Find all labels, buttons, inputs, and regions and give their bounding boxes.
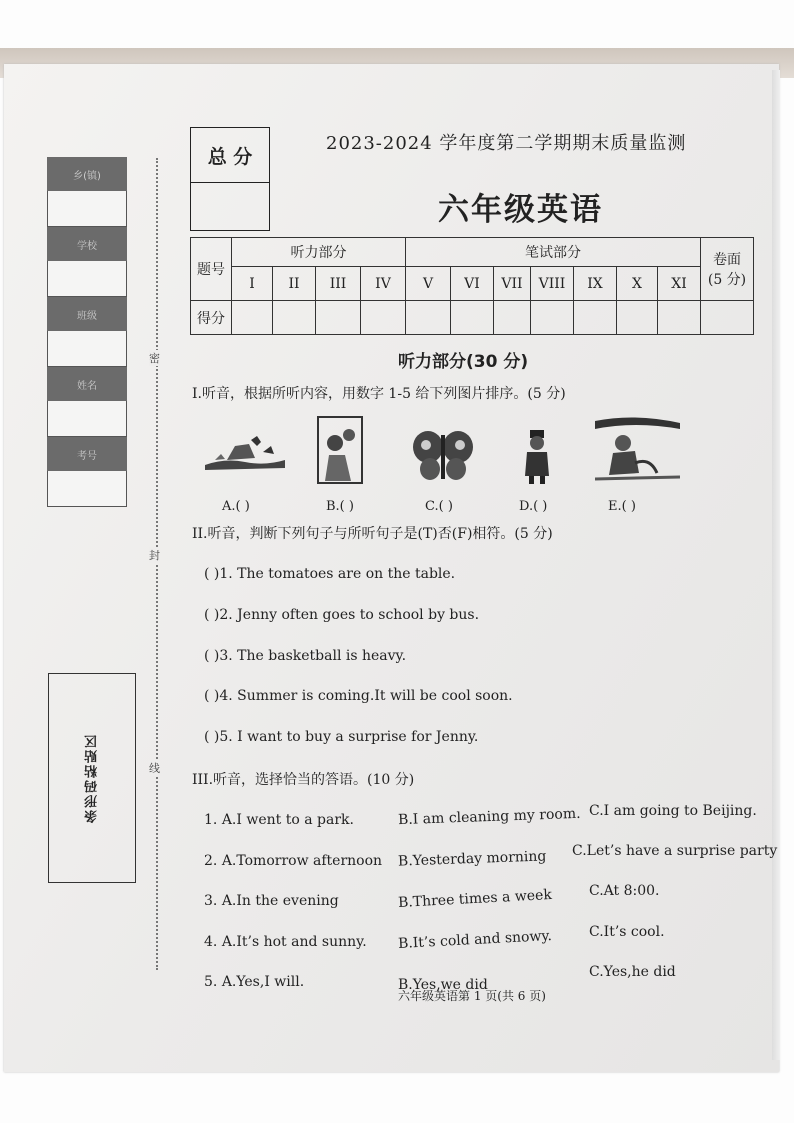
field-town-input[interactable] [47, 191, 127, 227]
choice-4-b: B.It’s cold and snowy. [397, 927, 553, 953]
score-cell[interactable] [574, 301, 617, 335]
score-cell[interactable] [316, 301, 361, 335]
column-header: X [617, 267, 658, 301]
score-cell[interactable] [361, 301, 406, 335]
field-label-text: 学校 [77, 240, 97, 252]
barcode-area [48, 673, 136, 883]
score-cell[interactable] [232, 301, 273, 335]
picture-b-mirror [315, 415, 365, 487]
score-cell[interactable] [406, 301, 451, 335]
listening-heading: 听力部分(30 分) [398, 352, 529, 372]
field-examno-label [47, 437, 127, 471]
column-header: III [316, 267, 361, 301]
picture-b-label: B.( ) [326, 499, 354, 514]
seal-char-feng: 封 [149, 549, 160, 562]
choice-3-a [204, 893, 339, 909]
sheet-edge [772, 70, 780, 1060]
seal-char-mi: 密 [149, 352, 160, 365]
picture-a-label: A.( ) [222, 499, 250, 514]
picture-d-label: D.( ) [519, 499, 548, 514]
exam-title: 2023-2024 学年度第二学期期末质量监测 [326, 133, 687, 154]
choice-5-b: B.Yes,we did [398, 977, 488, 993]
field-name-label [47, 367, 127, 401]
subject-title: 六年级英语 [438, 192, 603, 228]
score-cell[interactable] [494, 301, 531, 335]
column-header: XI [658, 267, 701, 301]
score-cell[interactable] [701, 301, 754, 335]
field-label-text: 考号 [77, 450, 97, 462]
field-class-input[interactable] [47, 331, 127, 367]
column-header: V [406, 267, 451, 301]
field-examno-input[interactable] [47, 471, 127, 507]
listening-group-header: 听力部分 [232, 238, 406, 267]
column-header: VII [494, 267, 531, 301]
choice-1-a [204, 812, 354, 828]
choice-option-a: A.In the evening [221, 893, 339, 909]
field-label-text: 班级 [77, 310, 97, 322]
field-school-input[interactable] [47, 261, 127, 297]
field-school-label [47, 227, 127, 261]
seal-char-xian: 线 [149, 762, 160, 775]
choice-number: 1. [204, 812, 218, 828]
choice-1-c: C.I am going to Beijing. [589, 803, 757, 819]
appearance-header [701, 238, 754, 301]
picture-e-wind [595, 413, 680, 481]
written-group-header: 笔试部分 [406, 238, 701, 267]
column-header: VIII [531, 267, 574, 301]
column-header: VI [451, 267, 494, 301]
tf-item-3: ( )3. The basketball is heavy. [204, 648, 407, 664]
choice-number: 2. [204, 853, 218, 869]
score-row-label: 得分 [191, 301, 232, 335]
choice-option-a: A.It’s hot and sunny. [221, 934, 367, 950]
choice-1-b: B.I am cleaning my room. [397, 805, 581, 829]
choice-3-b: B.Three times a week [397, 886, 553, 912]
total-score-box [190, 127, 270, 231]
choice-3-c: C.At 8:00. [589, 883, 660, 899]
tf-item-4: ( )4. Summer is coming.It will be cool soon. [204, 688, 513, 704]
choice-4-a [204, 934, 367, 950]
appearance-label: 卷面 [713, 252, 741, 268]
field-label-text: 乡(镇) [73, 170, 101, 182]
appearance-points: (5 分) [707, 272, 747, 288]
choice-2-c: C.Let’s have a surprise party [572, 843, 778, 859]
picture-d-man [522, 430, 552, 485]
score-cell[interactable] [658, 301, 701, 335]
choice-number: 4. [204, 934, 218, 950]
choice-option-a: A.Tomorrow afternoon [221, 853, 383, 869]
part2-instruction: II.听音，判断下列句子与所听句子是(T)否(F)相符。(5 分) [192, 526, 553, 542]
picture-a-storm [205, 430, 285, 475]
field-label-text: 姓名 [77, 380, 97, 392]
column-header: II [273, 267, 316, 301]
choice-option-a: A.Yes,I will. [221, 974, 305, 990]
barcode-area-label: 条形码粘贴区 [84, 733, 100, 823]
score-table [190, 237, 754, 335]
choice-number: 5. [204, 974, 218, 990]
score-cell[interactable] [273, 301, 316, 335]
choice-4-c: C.It’s cool. [589, 924, 665, 940]
field-class-label [47, 297, 127, 331]
picture-e-label: E.( ) [608, 499, 636, 514]
question-number-header: 题号 [191, 238, 232, 301]
choice-5-c: C.Yes,he did [589, 964, 676, 980]
score-cell[interactable] [531, 301, 574, 335]
field-town-label [47, 157, 127, 191]
score-cell[interactable] [617, 301, 658, 335]
field-name-input[interactable] [47, 401, 127, 437]
score-cell[interactable] [451, 301, 494, 335]
total-score-label: 总 分 [191, 128, 269, 183]
picture-c-butterfly [412, 425, 474, 483]
seal-dotted-line [156, 158, 158, 970]
column-header: IV [361, 267, 406, 301]
column-header: IX [574, 267, 617, 301]
tf-item-1: ( )1. The tomatoes are on the table. [204, 566, 456, 582]
choice-option-a: A.I went to a park. [221, 812, 354, 828]
tf-item-5: ( )5. I want to buy a surprise for Jenny. [204, 729, 479, 745]
page-footer: 六年级英语第 1 页(共 6 页) [398, 989, 546, 1003]
choice-2-a [204, 853, 382, 869]
part3-instruction: III.听音，选择恰当的答语。(10 分) [192, 772, 415, 788]
choice-5-a [204, 974, 304, 990]
column-header: I [232, 267, 273, 301]
choice-2-b: B.Yesterday morning [397, 848, 547, 870]
choice-number: 3. [204, 893, 218, 909]
part1-instruction: I.听音，根据所听内容，用数字 1-5 给下列图片排序。(5 分) [192, 386, 566, 402]
picture-c-label: C.( ) [425, 499, 453, 514]
tf-item-2: ( )2. Jenny often goes to school by bus. [204, 607, 480, 623]
